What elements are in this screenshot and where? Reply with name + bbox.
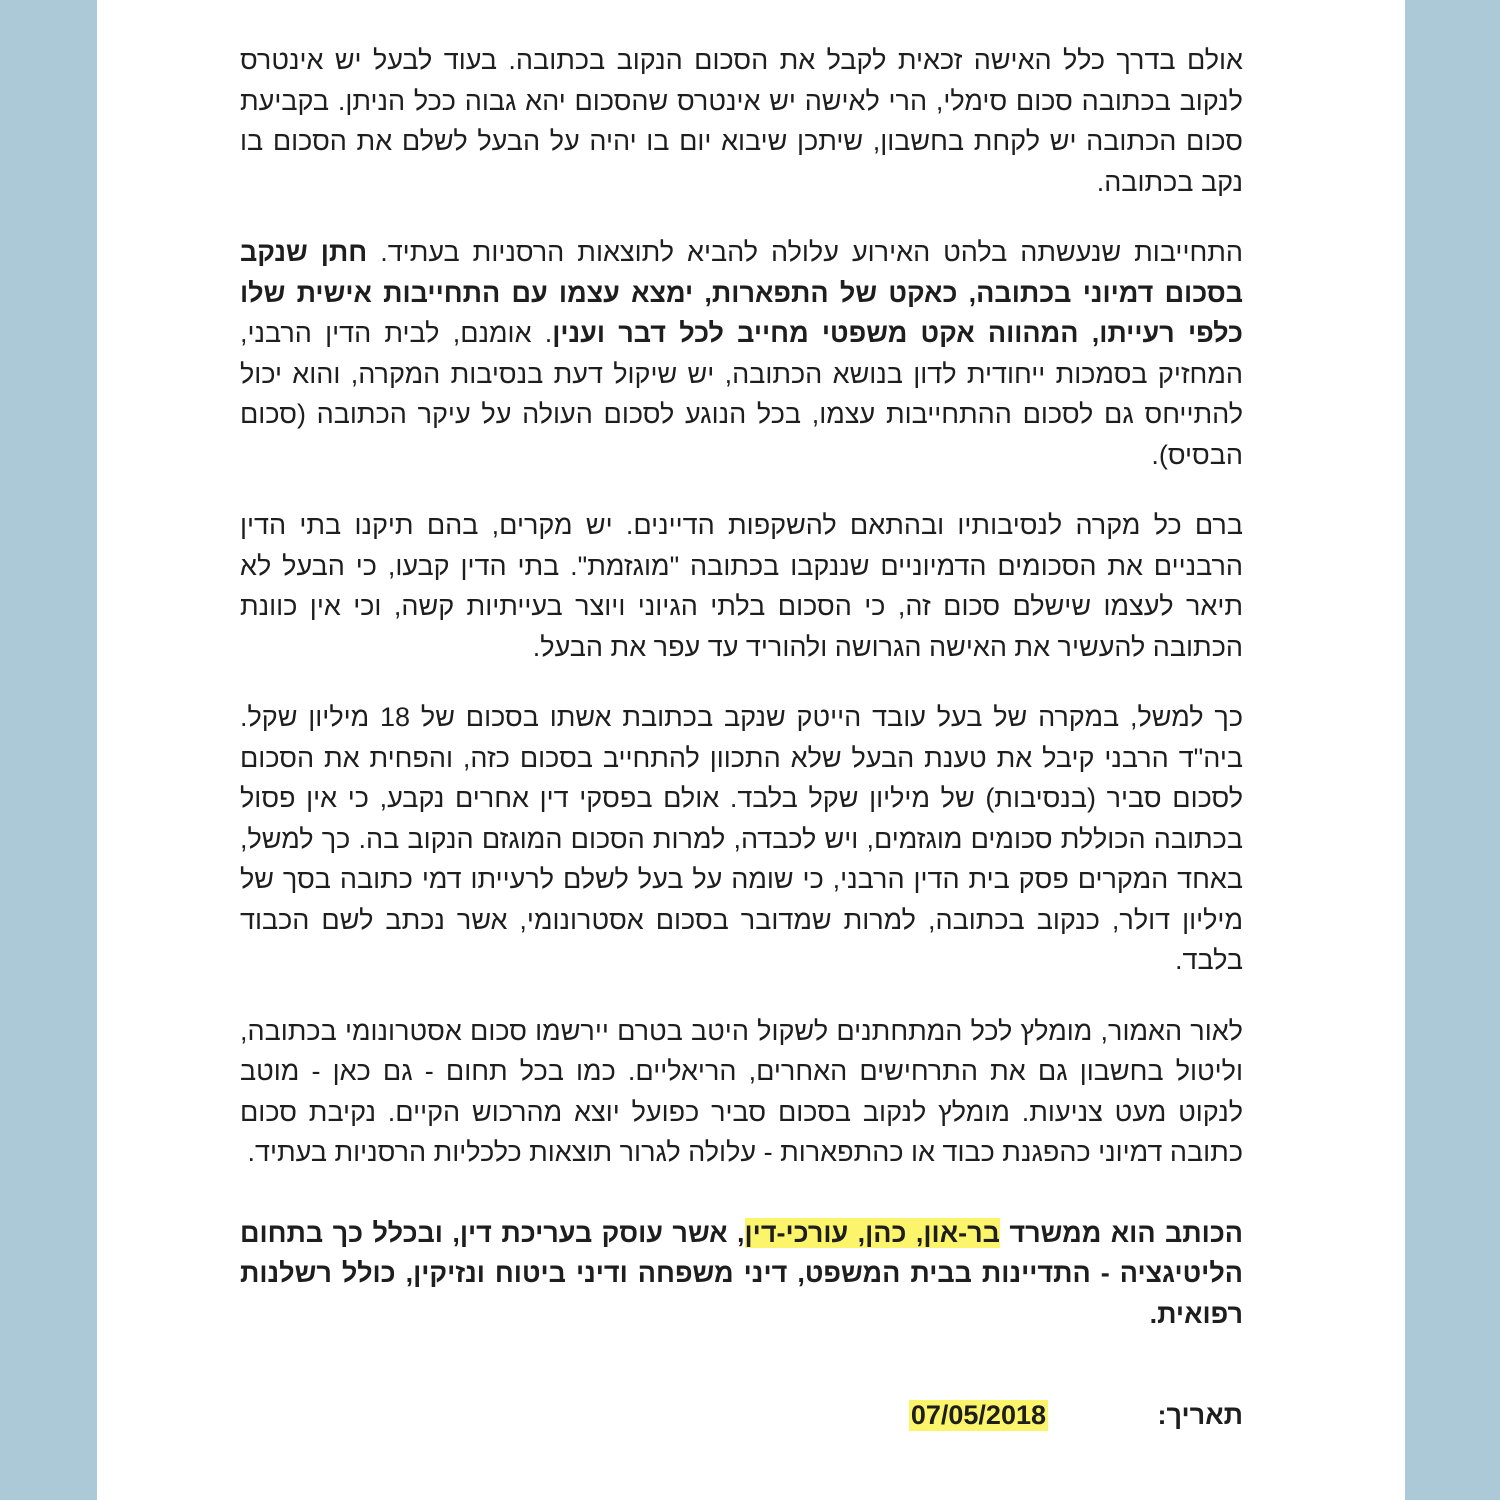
paragraph-4-text: כך למשל, במקרה של בעל עובד הייטק שנקב בכתובת אשתו בסכום של 18 מיליון שקל. ביה"ד הרבני קיבל את טענת הבעל שלא התכוון להתחייב בסכום כזה, והפחית את הסכום לסכום סביר (בנסיבות) של מיליון שקל בלבד. אולם בפסקי דין אחרים נקבע, כי אין פסול בכתובה הכוללת סכומים מוגזמים, ויש לכבדה, למרות הסכום המוגזם הנקוב בה. כך למשל, באחד המקרים פסק בית הדין הרבני, כי שומה על בעל לשלם לרעייתו דמי כתובה בסך של מיליון דולר, כנקוב בכתובה, למרות שמדובר בסכום אסטרונומי, אשר נכתב לשם הכבוד בלבד. bbox=[240, 702, 1243, 975]
paragraph-5 bbox=[240, 1011, 1243, 1173]
paragraph-5-text: לאור האמור, מומלץ לכל המתחתנים לשקול היטב בטרם יירשמו סכום אסטרונומי בכתובה, וליטול בחשבון גם את התרחישים האחרים, הריאליים. כמו בכל תחום - גם כאן - מוטב לנקוט מעט צניעות. מומלץ לנקוב בסכום סביר כפועל יוצא מהרכוש הקיים. נקיבת סכום כתובה דמיוני כהפגנת כבוד או כהתפארות - עלולה לגרור תוצאות כלכליות הרסניות בעתיד. bbox=[240, 1015, 1243, 1167]
document-body bbox=[240, 40, 1243, 1334]
paragraph-2-bold-text: חתן שנקב בסכום דמיוני בכתובה, כאקט של התפארות, ימצא עצמו עם התחייבות אישית שלו כלפי רעייתו, המהווה אקט משפטי מחייב לכל דבר וענין bbox=[240, 237, 1243, 348]
author-firm-highlight: בר-און, כהן, עורכי-דין bbox=[744, 1217, 1000, 1248]
paragraph-2-text-end: . אומנם, לבית הדין הרבני, המחזיק בסמכות ייחודית לדון בנושא הכתובה, יש שיקול דעת בנסיבות המקרה, והוא יכול להתייחס גם לסכום ההתחייבות עצמו, בכל הנוגע לסכום העולה על עיקר הכתובה (סכום הבסיס). bbox=[240, 318, 1243, 470]
date-row bbox=[240, 1400, 1243, 1444]
paragraph-2 bbox=[240, 232, 1243, 475]
paragraph-3 bbox=[240, 505, 1243, 667]
date-value-highlight: 07/05/2018 bbox=[910, 1400, 1046, 1430]
document-page bbox=[97, 0, 1405, 1500]
paragraph-1 bbox=[240, 40, 1243, 202]
author-prefix: הכותב הוא ממשרד bbox=[999, 1217, 1243, 1248]
paragraph-1-text: אולם בדרך כלל האישה זכאית לקבל את הסכום הנקוב בכתובה. בעוד לבעל יש אינטרס לנקוב בכתובה סכום סימלי, הרי לאישה יש אינטרס שהסכום יהא גבוה ככל הניתן. בקביעת סכום הכתובה יש לקחת בחשבון, שיתכן שיבוא יום בו יהיה על הבעל לשלם את הסכום בו נקב בכתובה. bbox=[240, 45, 1243, 197]
author-suffix: , אשר עוסק בעריכת דין, ובכלל כך בתחום הליטיגציה - התדיינות בבית המשפט, דיני משפחה ודיני ביטוח ונזיקין, כולל רשלנות רפואית. bbox=[240, 1217, 1243, 1329]
author-paragraph bbox=[240, 1213, 1243, 1335]
paragraph-4 bbox=[240, 697, 1243, 981]
paragraph-2-text-start: התחייבות שנעשתה בלהט האירוע עלולה להביא לתוצאות הרסניות בעתיד. bbox=[367, 237, 1243, 267]
paragraph-3-text: ברם כל מקרה לנסיבותיו ובהתאם להשקפות הדיינים. יש מקרים, בהם תיקנו בתי הדין הרבניים את הסכומים הדמיוניים שננקבו בכתובה "מוגזמת". בתי הדין קבעו, כי הבעל לא תיאר לעצמו שישלם סכום זה, כי הסכום בלתי הגיוני ויוצר בעייתיות קשה, וכי אין כוונת הכתובה להעשיר את האישה הגרושה ולהוריד עד עפר את הבעל. bbox=[240, 510, 1243, 662]
date-label: תאריך: bbox=[1157, 1400, 1243, 1430]
